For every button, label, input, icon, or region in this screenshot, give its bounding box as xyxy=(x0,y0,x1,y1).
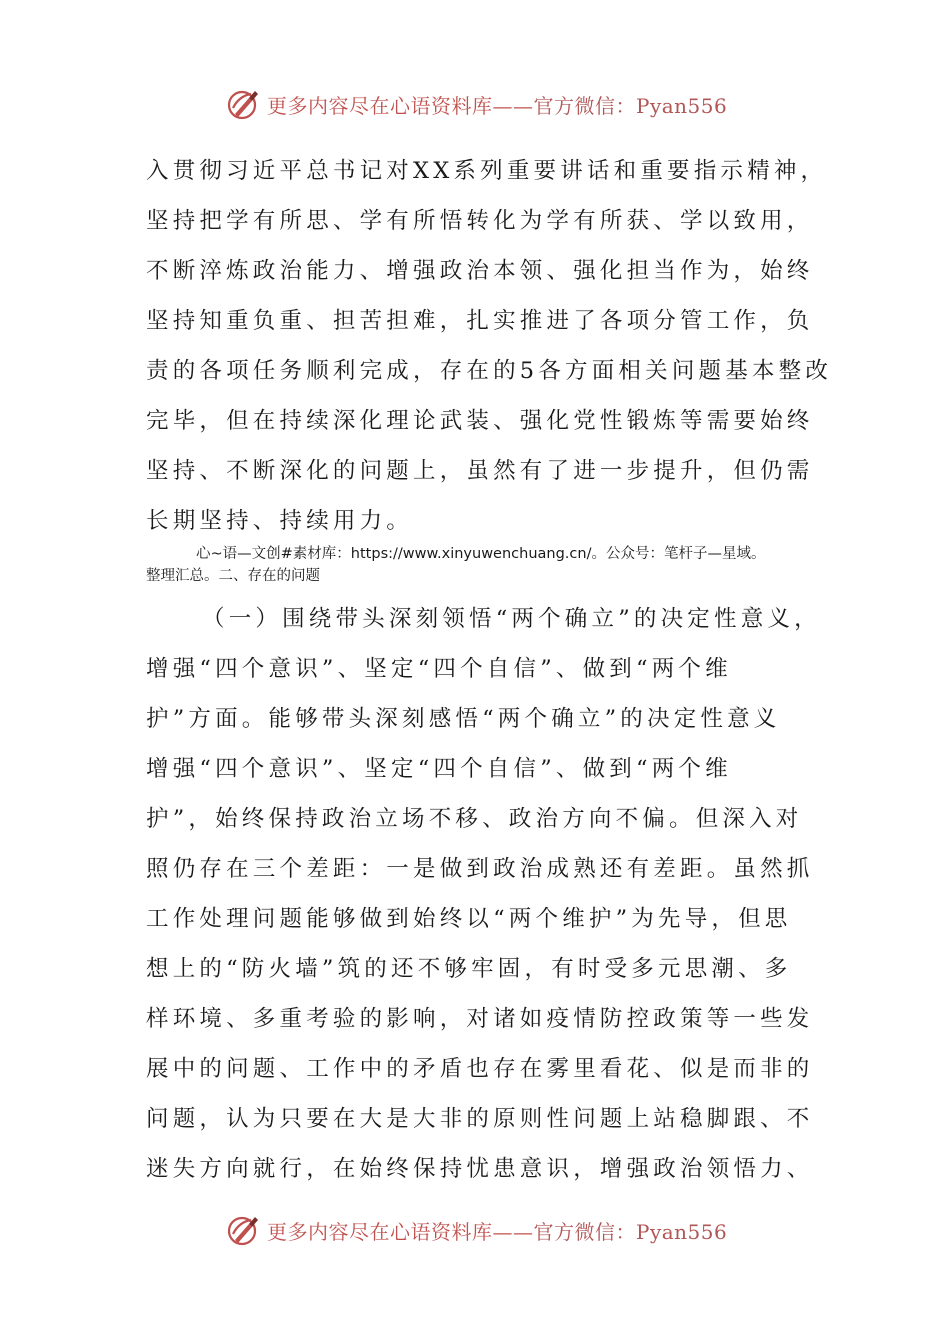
text-line: 照仍存在三个差距：一是做到政治成熟还有差距。虽然抓 xyxy=(146,856,814,882)
text-line: 护”，始终保持政治立场不移、政治方向不偏。但深入对 xyxy=(146,806,803,832)
text-line: 护”方面。能够带头深刻感悟“两个确立”的决定性意义 xyxy=(146,706,781,732)
text-line: 增强“四个意识”、坚定“四个自信”、做到“两个维 xyxy=(146,756,732,782)
pen-logo-icon xyxy=(225,86,261,122)
paragraph-1 xyxy=(146,146,833,546)
text-line: 增强“四个意识”、坚定“四个自信”、做到“两个维 xyxy=(146,656,732,682)
text-line: 问题，认为只要在大是大非的原则性问题上站稳脚跟、不 xyxy=(146,1106,814,1132)
text-line: 坚持、不断深化的问题上，虽然有了进一步提升，但仍需 xyxy=(146,458,814,484)
text-line: 坚持把学有所思、学有所悟转化为学有所获、学以致用， xyxy=(146,208,814,234)
pen-logo-icon xyxy=(225,1212,261,1248)
banner-text: 更多内容尽在心语资料库——官方微信：Pyan556 xyxy=(267,93,728,118)
paragraph-2 xyxy=(146,594,821,1194)
text-line: 坚持知重负重、担苦担难，扎实推进了各项分管工作，负 xyxy=(146,308,814,334)
text-line: 责的各项任务顺利完成，存在的5各方面相关问题基本整改 xyxy=(146,358,833,384)
footer-banner xyxy=(0,1210,950,1250)
text-line: 长期坚持、持续用力。 xyxy=(146,508,414,534)
source-note xyxy=(146,543,826,587)
text-line: 展中的问题、工作中的矛盾也存在雾里看花、似是而非的 xyxy=(146,1056,814,1082)
header-banner xyxy=(0,84,950,124)
text-line: 工作处理问题能够做到始终以“两个维护”为先导，但思 xyxy=(146,906,792,932)
text-line: 样环境、多重考验的影响，对诸如疫情防控政策等一些发 xyxy=(146,1006,814,1032)
banner-text: 更多内容尽在心语资料库——官方微信：Pyan556 xyxy=(267,1219,728,1244)
text-line: 迷失方向就行，在始终保持忧患意识，增强政治领悟力、 xyxy=(146,1156,814,1182)
text-line: 入贯彻习近平总书记对XX系列重要讲话和重要指示精神， xyxy=(146,158,828,184)
text-line: （一）围绕带头深刻领悟“两个确立”的决定性意义， xyxy=(202,606,821,632)
text-line: 想上的“防火墙”筑的还不够牢固，有时受多元思潮、多 xyxy=(146,956,792,982)
text-line: 不断淬炼政治能力、增强政治本领、强化担当作为，始终 xyxy=(146,258,814,284)
section-heading: 整理汇总。二、存在的问题 xyxy=(146,568,320,584)
text-line: 完毕，但在持续深化理论武装、强化党性锻炼等需要始终 xyxy=(146,408,814,434)
source-note-line: 心~语—文创#素材库：https://www.xinyuwenchuang.cn/。公众号：笔杆子—星域。 xyxy=(196,546,766,562)
